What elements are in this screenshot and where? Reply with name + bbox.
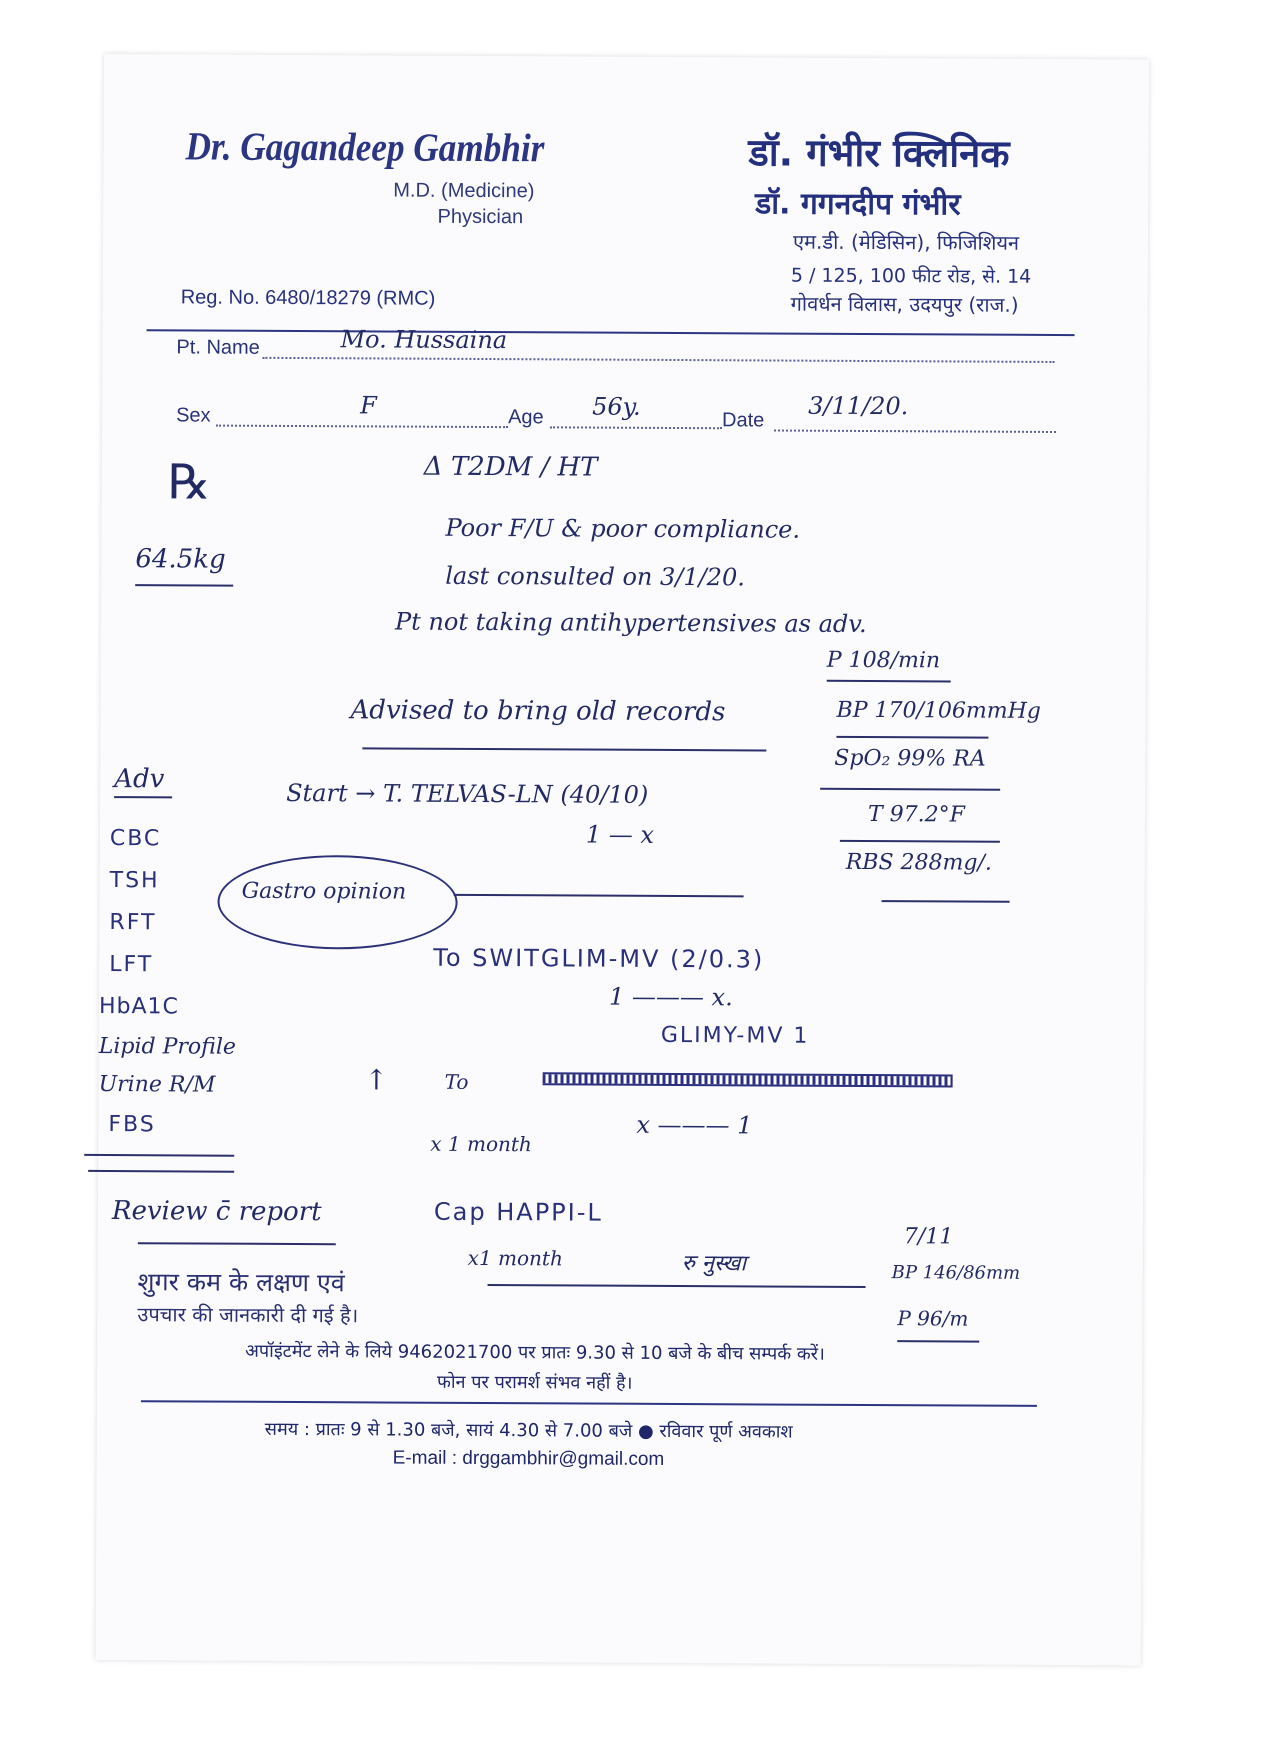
to-note: To: [444, 1069, 469, 1094]
clinical-note-4: Advised to bring old records: [350, 695, 726, 728]
medicine-start-dose: 1 — x: [585, 820, 655, 849]
medicine-happi: Cap HAPPI-L: [433, 1197, 603, 1227]
diagnosis: Δ T2DM / HT: [423, 451, 598, 483]
vital-temperature: T 97.2°F: [867, 802, 966, 828]
struck-out-text: [543, 1072, 953, 1087]
header-divider: [147, 329, 1075, 336]
clinical-note-2: last consulted on 3/1/20.: [445, 561, 745, 592]
advice-item: RFT: [109, 910, 157, 936]
advice-item: TSH: [109, 868, 160, 894]
advice-title: Adv: [114, 764, 165, 795]
clinic-name-hindi: डॉ. गंभीर क्लिनिक: [748, 130, 1010, 176]
advice-item: LFT: [109, 952, 154, 978]
vital-bp: BP 170/106mmHg: [836, 697, 1041, 724]
date-dotted-line: [774, 430, 1056, 433]
sugar-note-line1: शुगर कम के लक्षण एवं: [137, 1267, 345, 1298]
happi-underline: [488, 1284, 866, 1288]
sex-value: F: [360, 391, 377, 420]
clinic-timing: समय : प्रातः 9 से 1.30 बजे, सायं 4.30 से 7.00 बजे ● रविवार पूर्ण अवकाश: [264, 1418, 793, 1443]
gastro-opinion-note: Gastro opinion: [241, 878, 407, 905]
vital-spo2: SpO₂ 99% RA: [834, 745, 986, 772]
date-label: Date: [722, 409, 765, 432]
vital-rbs: RBS 288mg/.: [845, 849, 992, 876]
up-arrow: ↑: [364, 1063, 389, 1097]
temp-underline: [840, 840, 1000, 843]
followup-date: 7/11: [903, 1224, 954, 1250]
advice-end-line-1: [84, 1154, 234, 1157]
doctor-name-hindi: डॉ. गगनदीप गंभीर: [755, 186, 961, 223]
review-underline: [138, 1242, 336, 1245]
advice-item: Lipid Profile: [98, 1033, 237, 1060]
hindi-handwritten-note: रु नुस्खा: [681, 1251, 747, 1277]
medicine-switch: To SWITGLIM-MV (2/0.3): [433, 943, 765, 974]
medicine-glimy-dose: x ——— 1: [636, 1110, 753, 1140]
doctor-degree-hindi: एम.डी. (मेडिसिन), फिजिशियन: [792, 229, 1020, 255]
followup-pulse: P 96/m: [897, 1306, 969, 1331]
age-dotted-line: [550, 426, 722, 429]
advice-item: HbA1C: [98, 993, 179, 1020]
sex-label: Sex: [176, 404, 211, 427]
review-with-report: Review c̄ report: [111, 1196, 322, 1228]
advice-title-underline: [114, 796, 172, 798]
age-value: 56y.: [592, 392, 641, 421]
footer-divider: [141, 1400, 1037, 1407]
pt-name-dotted-line: [262, 357, 1054, 363]
date-value: 3/11/20.: [808, 391, 909, 421]
registration-number: Reg. No. 6480/18279 (RMC): [180, 286, 436, 310]
clinic-address-line1: 5 / 125, 100 फीट रोड, से. 14: [790, 264, 1032, 288]
medicine-start: Start → T. TELVAS-LN (40/10): [286, 778, 649, 809]
rx-symbol: ℞: [167, 454, 211, 511]
medicine-glimy: GLIMY-MV 1: [660, 1022, 810, 1049]
weight-underline: [135, 584, 233, 587]
doctor-role-english: Physician: [437, 205, 524, 229]
rbs-underline: [882, 900, 1010, 903]
note4-underline: [362, 747, 766, 751]
advice-item: Urine R/M: [98, 1071, 216, 1098]
clinical-note-3: Pt not taking antihypertensives as adv.: [394, 607, 867, 639]
clinical-note-1: Poor F/U & poor compliance.: [445, 513, 801, 544]
gastro-arrow-line: [454, 894, 744, 898]
duration-month-1: x 1 month: [430, 1131, 532, 1157]
clinic-address-line2: गोवर्धन विलास, उदयपुर (राज.): [790, 291, 1019, 317]
sugar-note-line2: उपचार की जानकारी दी गई है।: [137, 1302, 359, 1328]
pt-name-value: Mo. Hussaina: [340, 325, 508, 355]
spo2-underline: [820, 788, 1000, 791]
followup-bp: BP 146/86mm: [891, 1262, 1021, 1284]
duration-month-2: x1 month: [467, 1245, 563, 1271]
pulse-underline: [827, 680, 951, 683]
phone-consult-note: फोन पर परामर्श संभव नहीं है।: [436, 1371, 633, 1394]
bp-underline: [836, 736, 988, 739]
doctor-name-english: Dr. Gagandeep Gambhir: [185, 123, 545, 171]
clinic-email: E-mail : drggambhir@gmail.com: [392, 1447, 665, 1470]
advice-item: FBS: [108, 1112, 156, 1138]
appointment-note: अपॉइंटमेंट लेने के लिये 9462021700 पर प्रातः 9.30 से 10 बजे के बीच सम्पर्क करें।: [245, 1340, 825, 1365]
medicine-switch-dose: 1 ——— x.: [608, 982, 733, 1012]
sex-dotted-line: [216, 425, 508, 429]
prescription-sheet: [96, 54, 1149, 1665]
age-label: Age: [508, 406, 544, 429]
doctor-degree-english: M.D. (Medicine): [393, 179, 535, 203]
advice-end-line-2: [88, 1170, 234, 1173]
vital-pulse: P 108/min: [826, 647, 941, 674]
followup-underline: [897, 1340, 979, 1342]
patient-weight: 64.5kg: [135, 544, 226, 575]
advice-item: CBC: [109, 826, 162, 852]
pt-name-label: Pt. Name: [176, 336, 260, 359]
